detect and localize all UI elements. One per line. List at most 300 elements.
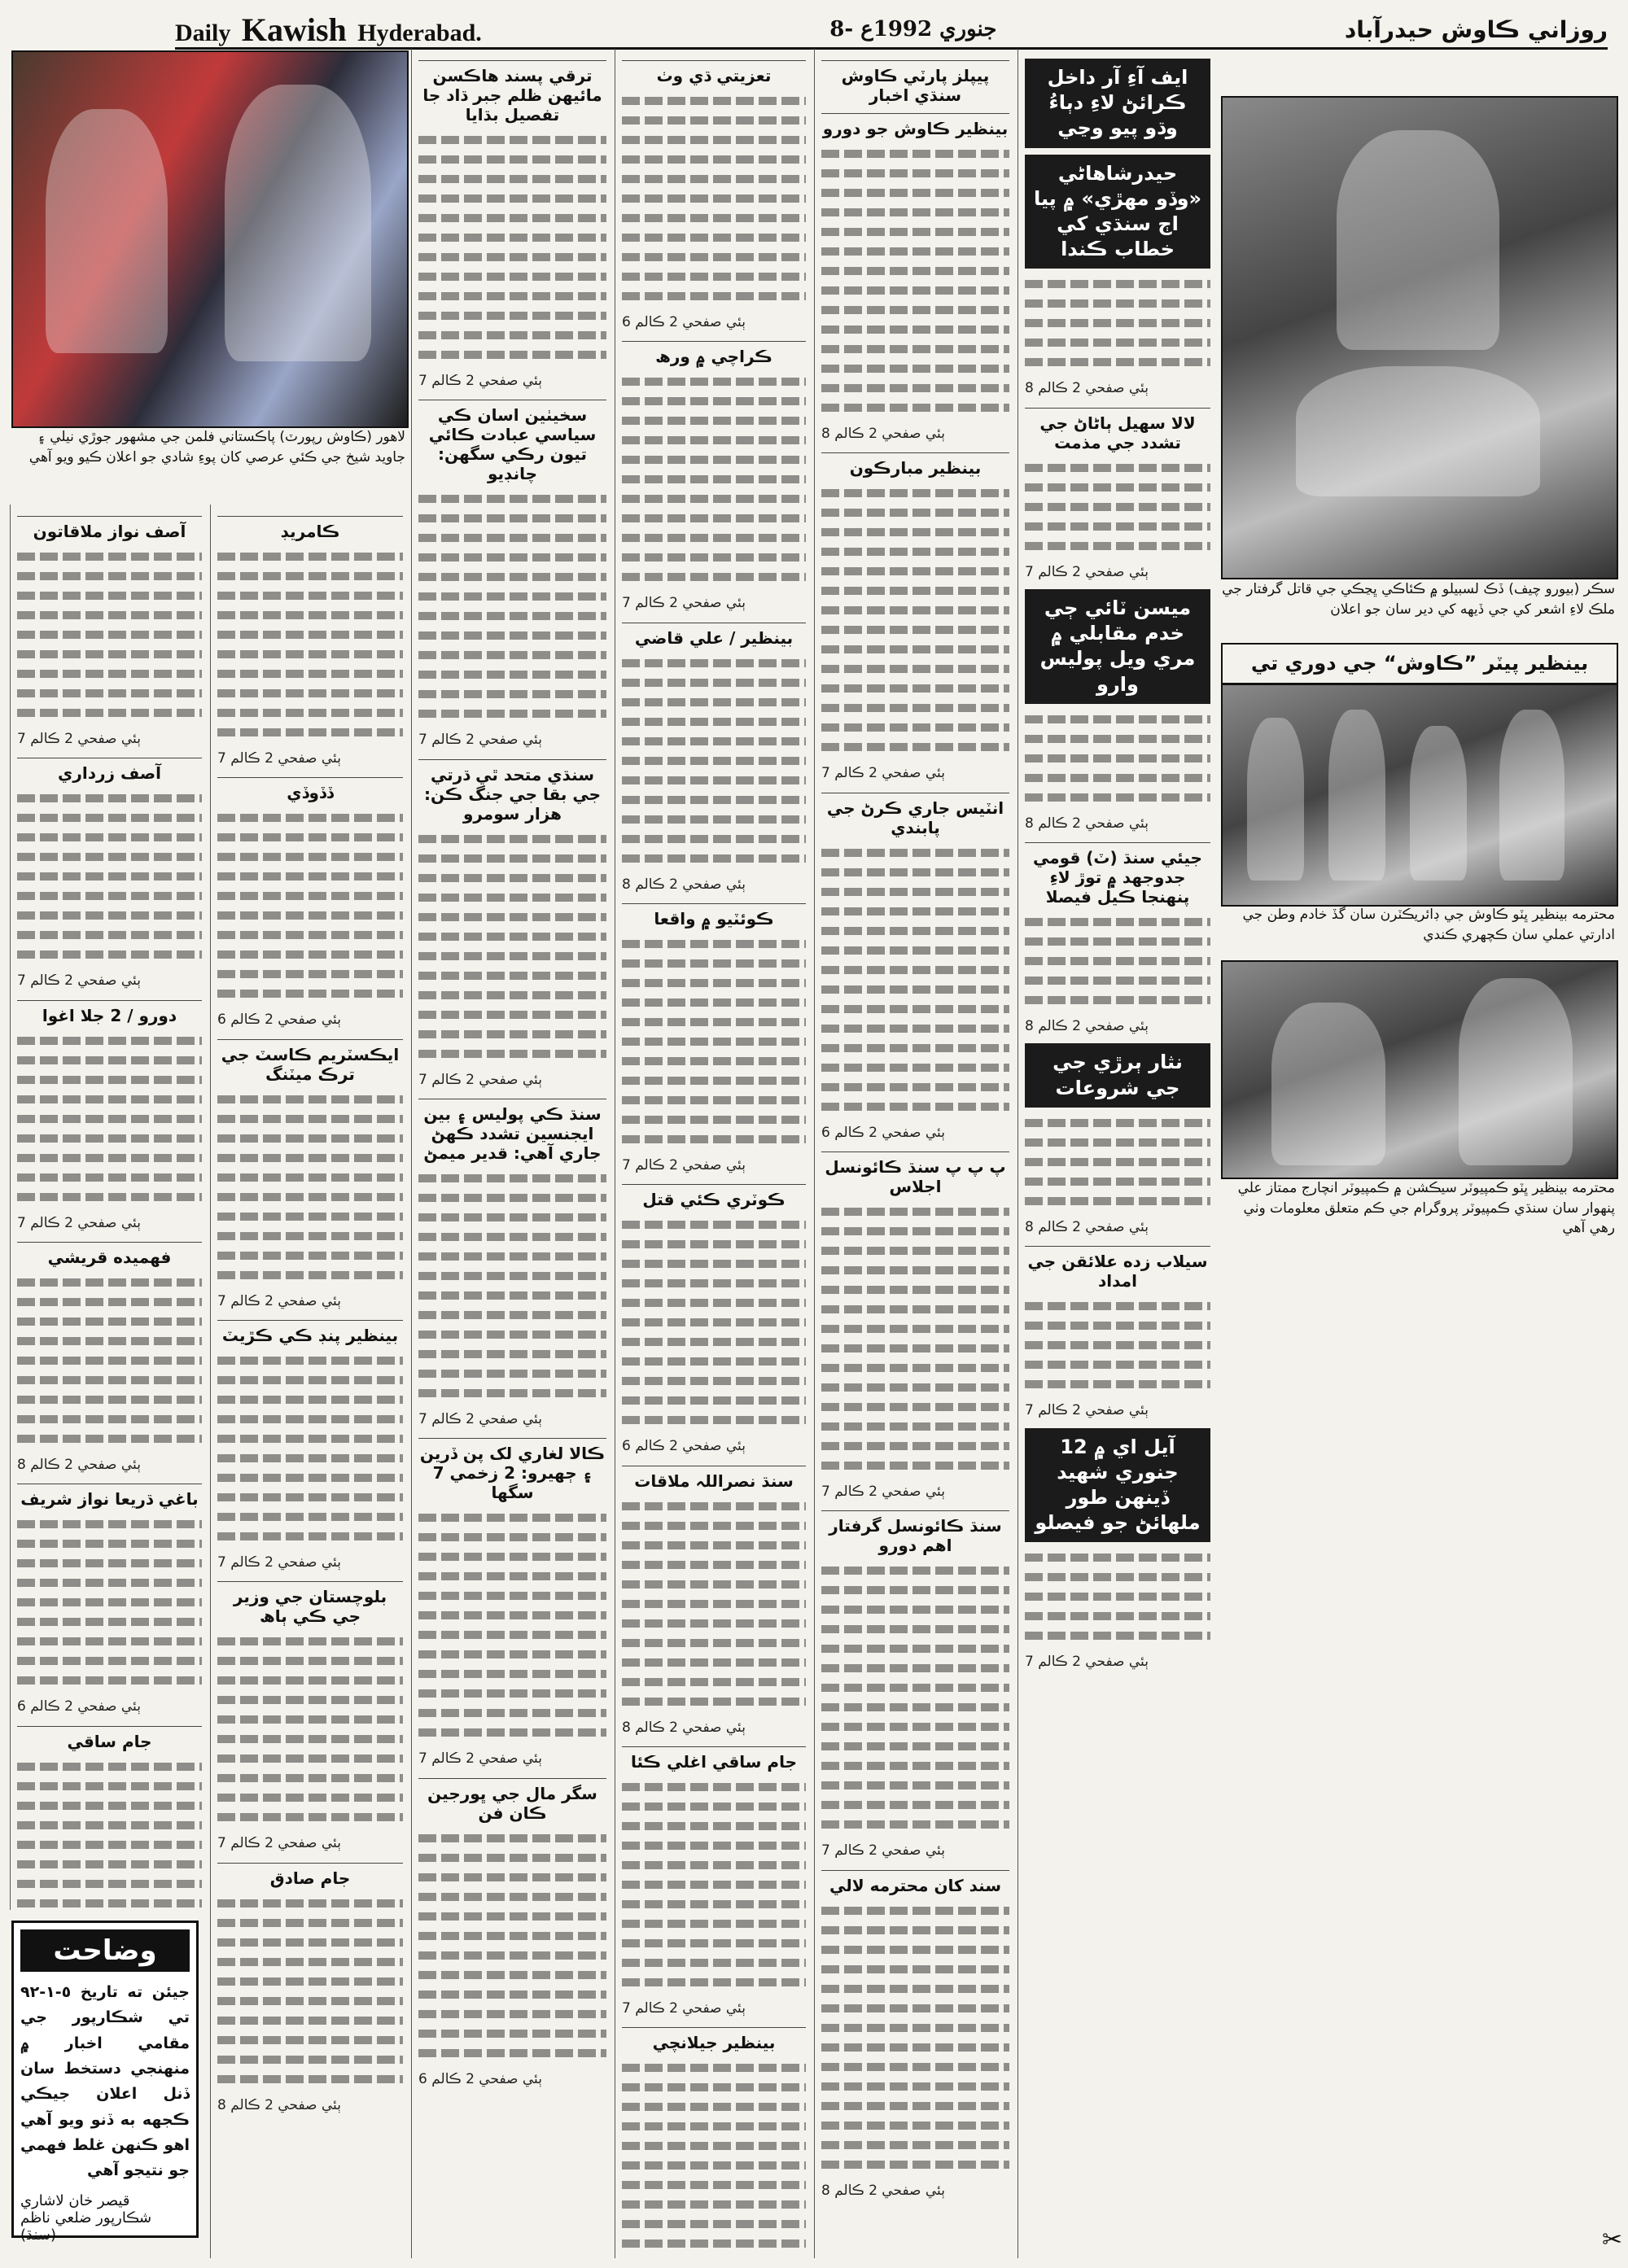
story-text-line (622, 979, 806, 987)
story-text-line (622, 1678, 806, 1686)
story-continuation: ٻئي صفحي 2 ڪالم 6 (217, 1012, 341, 1029)
story-text-line (17, 794, 202, 802)
story-continuation: ٻئي صفحي 2 ڪالم 7 (1025, 1654, 1149, 1671)
story-text-line (418, 1912, 606, 1921)
photo-figure-woman (46, 109, 168, 353)
photo-figure-1 (1247, 718, 1304, 881)
story-text-line (622, 456, 806, 464)
story-text-line (418, 991, 606, 999)
story-text-line (217, 2017, 403, 2025)
story-text-line (622, 999, 806, 1007)
story-continuation: ٻئي صفحي 2 ڪالم 8 (17, 1457, 141, 1474)
story-text-line (1025, 918, 1210, 926)
story-headline: انٽيس جاري ڪرڻ جي پابندي (821, 793, 1009, 837)
masthead-city: Hyderabad. (357, 19, 482, 46)
story-text-line (821, 587, 1009, 595)
story-text-line (418, 1011, 606, 1019)
story-headline: ايڪسٽريم ڪاسٽ جي ترڪ ميٽنگ (217, 1039, 403, 1084)
story-text-line (622, 1377, 806, 1385)
story-text-line (622, 1619, 806, 1628)
story-continuation: ٻئي صفحي 2 ڪالم 8 (821, 426, 945, 442)
story-text-line (217, 1376, 403, 1384)
story-text-line (418, 234, 606, 242)
story-text-line (418, 1194, 606, 1202)
story-text-line (821, 1247, 1009, 1255)
story-text-line (217, 1357, 403, 1365)
story-text-line (17, 1540, 202, 1548)
story-text-line (418, 1572, 606, 1580)
story-text-line (821, 1567, 1009, 1575)
story-text-line (1025, 1302, 1210, 1310)
story-text-line (821, 2043, 1009, 2052)
story-text-line (1025, 1197, 1210, 1205)
story-text-line (821, 665, 1009, 673)
story-text-line (217, 931, 403, 939)
story-text-line (821, 1762, 1009, 1770)
story-continuation: ٻئي صفحي 2 ڪالم 7 (217, 1835, 341, 1852)
masthead-daily: Daily (175, 19, 231, 46)
story-continuation: ٻئي صفحي 2 ڪالم 7 (418, 373, 542, 389)
story-text-line (1025, 1612, 1210, 1620)
story-continuation: ٻئي صفحي 2 ڪالم 7 (217, 750, 341, 767)
story-text-line (217, 950, 403, 959)
story-text-line (622, 1698, 806, 1706)
story-text-line (217, 1252, 403, 1260)
photo-computer-caption: محترمه بينظير ڀٽو ڪمپيوٽر سيڪشن ۾ ڪمپيوٽر انچارج ممتاز علي پنھوار سان سنڌي ڪمپيوٽر پروگرام جي ڪم متعلق معلومات وٺي رهي آهي (1237, 1180, 1615, 1237)
story-text-line (1025, 483, 1210, 492)
masthead-date: 8- جنوري 1992ع (829, 17, 997, 42)
story-text-line (821, 345, 1009, 353)
story-text-line (217, 2036, 403, 2044)
story-continuation: ٻئي صفحي 2 ڪالم 6 (622, 314, 746, 330)
story-text-line (17, 1173, 202, 1182)
story-text-line (217, 689, 403, 697)
story-text-line (622, 1502, 806, 1510)
story-text-line (17, 1415, 202, 1423)
story-text-line (17, 1559, 202, 1567)
story-headline: لالا سھيل ٻاڻاڻ جي تشدد جي مذمت (1025, 408, 1210, 452)
story-text-line (1025, 1573, 1210, 1581)
story-continuation: ٻئي صفحي 2 ڪالم 7 (622, 2000, 746, 2017)
story-headline: جام ساقي (17, 1726, 202, 1751)
story-text-line (622, 1861, 806, 1869)
story-text-line (622, 534, 806, 542)
story-text-line (17, 1880, 202, 1888)
story-headline: سخيٺين اسان ڪي سياسي عبادت ڪائي تيون رڪي سگهن: چانڊيو (418, 400, 606, 483)
story-text-line (1025, 754, 1210, 763)
story-text-line (17, 1637, 202, 1645)
story-text-line (217, 1213, 403, 1221)
story-headline: سنڌي متحد ٿي ڌرتي جي بقا جي جنگ ڪن: هزار سومرو (418, 759, 606, 824)
story-text-line (622, 2240, 806, 2248)
story-text-line (17, 814, 202, 822)
story-text-line (821, 1305, 1009, 1313)
story-text-line (217, 990, 403, 998)
story-text-line (622, 1338, 806, 1346)
story-text-line (418, 514, 606, 522)
story-text-line (622, 1396, 806, 1405)
story-text-line (622, 1803, 806, 1811)
story-text-line (217, 670, 403, 678)
story-continuation: ٻئي صفحي 2 ڪالم 7 (622, 595, 746, 612)
story-text-line (821, 946, 1009, 955)
story-text-line (821, 1462, 1009, 1470)
story-continuation: ٻئي صفحي 2 ڪالم 7 (1025, 1402, 1149, 1419)
story-text-line (622, 1221, 806, 1229)
story-headline: آصف زرداري (17, 758, 202, 783)
story-text-line (622, 1038, 806, 1046)
story-headline: آيل اي ۾ 12 جنوري شھيد ڏينھن طور ملهائڻ جو فيصلو (1025, 1428, 1210, 1543)
story-text-line (821, 1965, 1009, 1973)
story-text-line (418, 1834, 606, 1842)
story-text-line (217, 1899, 403, 1907)
column-2 (814, 49, 1016, 2258)
story-text-line (217, 2056, 403, 2064)
story-text-line (821, 1227, 1009, 1235)
column-3 (615, 49, 812, 2258)
story-text-line (1025, 996, 1210, 1004)
story-text-line (821, 1907, 1009, 1915)
photo-top-right (1221, 96, 1618, 579)
photo-figure-person (1337, 130, 1499, 350)
story-text-line (217, 1958, 403, 1966)
story-text-line (418, 690, 606, 698)
story-text-line (217, 1193, 403, 1201)
story-text-line (1025, 503, 1210, 511)
story-text-line (217, 1232, 403, 1240)
story-headline: تعزيتي ڌي وٺ (622, 60, 806, 85)
story-text-line (821, 1781, 1009, 1789)
story-text-line (821, 1926, 1009, 1934)
story-text-line (821, 1286, 1009, 1294)
story-text-line (821, 1801, 1009, 1809)
story-text-line (622, 1057, 806, 1065)
story-text-line (821, 1422, 1009, 1431)
masthead-kawish: Kawish (241, 11, 347, 48)
story-text-line (821, 1606, 1009, 1614)
story-text-line (1025, 793, 1210, 802)
story-text-line (622, 659, 806, 667)
story-headline: باغي ڌريعا نواز شريف (17, 1484, 202, 1509)
story-text-line (217, 1997, 403, 2005)
story-text-line (821, 1586, 1009, 1594)
column-5 (210, 505, 409, 2258)
story-text-line (17, 872, 202, 881)
story-text-line (17, 1435, 202, 1443)
story-text-line (1025, 464, 1210, 472)
story-text-line (821, 1083, 1009, 1091)
story-text-line (217, 2075, 403, 2083)
story-text-line (821, 966, 1009, 974)
story-text-line (622, 1541, 806, 1549)
column-4 (411, 49, 613, 2258)
story-text-line (418, 710, 606, 718)
story-text-line (217, 631, 403, 639)
story-text-line (622, 1018, 806, 1026)
story-headline: بينظير پنڊ ڪي ڪڙيٽ (217, 1320, 403, 1345)
story-text-line (217, 1154, 403, 1162)
story-text-line (418, 1932, 606, 1940)
story-text-line (418, 1631, 606, 1639)
story-text-line (418, 273, 606, 281)
story-text-line (821, 606, 1009, 614)
story-text-line (1025, 1158, 1210, 1166)
story-text-line (217, 1938, 403, 1947)
story-text-line (622, 2142, 806, 2150)
story-text-line (821, 1208, 1009, 1216)
clarification-body: جيئن ته تاريخ ٥-١-٩٢ تي شڪارپور جي مقامي اخبار ۾ منهنجي دستخط سان ڏنل اعلان جيڪي ڪجهه به ڏنو ويو آهي اهو ڪنهن غلط فهمي جو نتيجو آهي (20, 1983, 190, 2180)
story-continuation: ٻئي صفحي 2 ڪالم 7 (622, 1157, 746, 1174)
photo-figure-2 (1328, 710, 1385, 881)
story-text-line (622, 253, 806, 261)
story-text-line (622, 2122, 806, 2130)
story-headline: بينظير / علي قاضي (622, 623, 806, 648)
story-text-line (622, 2200, 806, 2209)
story-text-line (217, 572, 403, 580)
story-text-line (418, 1728, 606, 1737)
story-text-line (418, 194, 606, 203)
story-text-line (217, 650, 403, 658)
story-text-line (17, 592, 202, 600)
story-text-line (622, 514, 806, 522)
story-text-line (821, 548, 1009, 556)
story-text-line (418, 155, 606, 164)
story-text-line (217, 1813, 403, 1821)
story-text-line (17, 1657, 202, 1665)
story-text-line (17, 1396, 202, 1404)
story-text-line (622, 1783, 806, 1791)
story-text-line (17, 1095, 202, 1103)
story-text-line (17, 670, 202, 678)
story-continuation: ٻئي صفحي 2 ڪالم 7 (821, 1842, 945, 1859)
story-text-line (622, 273, 806, 281)
story-text-line (17, 650, 202, 658)
story-text-line (17, 572, 202, 580)
story-text-line (418, 1291, 606, 1300)
story-text-line (17, 709, 202, 717)
story-text-line (821, 684, 1009, 693)
story-text-line (418, 292, 606, 300)
story-text-line (418, 651, 606, 659)
story-text-line (821, 1684, 1009, 1692)
story-text-line (17, 1579, 202, 1587)
story-text-line (418, 2010, 606, 2018)
story-text-line (622, 1939, 806, 1947)
story-text-line (217, 1774, 403, 1782)
story-text-line (622, 175, 806, 183)
story-continuation: ٻئي صفحي 2 ڪالم 7 (17, 731, 141, 747)
story-text-line (217, 1435, 403, 1443)
story-text-line (1025, 339, 1210, 347)
story-text-line (418, 1050, 606, 1058)
story-continuation: ٻئي صفحي 2 ڪالم 7 (17, 1214, 141, 1231)
story-text-line (1025, 937, 1210, 946)
story-text-line (418, 1873, 606, 1881)
story-text-line (622, 1561, 806, 1569)
masthead (175, 11, 1608, 50)
story-text-line (821, 907, 1009, 916)
story-text-line (821, 2024, 1009, 2032)
story-text-line (418, 495, 606, 503)
story-text-line (821, 2102, 1009, 2110)
story-text-line (1025, 319, 1210, 327)
story-text-line (1025, 1341, 1210, 1349)
story-text-line (1025, 735, 1210, 743)
story-text-line (821, 1820, 1009, 1829)
story-text-line (622, 1822, 806, 1830)
photo-top-right-caption: سڪر (بيورو چيف) ڏڪ لسبيلو ۾ ڪئاڪي ڀڃڪي جي قاتل گرفتار جي ملڪ لاءِ اشعر کي جي ڏيهه کي دير سان جو اعلان (1222, 581, 1615, 618)
story-text-line (622, 436, 806, 444)
story-text-line (217, 1637, 403, 1645)
story-text-line (217, 728, 403, 736)
story-text-line (622, 378, 806, 386)
story-text-line (821, 489, 1009, 497)
story-text-line (821, 169, 1009, 177)
story-text-line (622, 1116, 806, 1124)
story-text-line (418, 1991, 606, 1999)
story-text-line (821, 247, 1009, 256)
story-headline: سنڌ نصراللہ ملاقات (622, 1466, 806, 1491)
story-continuation: ٻئي صفحي 2 ڪالم 8 (622, 876, 746, 893)
story-text-line (821, 1364, 1009, 1372)
story-text-line (217, 1454, 403, 1462)
story-text-line (821, 326, 1009, 334)
story-text-line (821, 985, 1009, 994)
story-text-line (418, 952, 606, 960)
story-continuation: ٻئي صفحي 2 ڪالم 8 (217, 2096, 341, 2113)
story-headline: ڪوئٽيو ۾ واقعا (622, 903, 806, 929)
story-text-line (1025, 1554, 1210, 1562)
story-text-line (418, 1854, 606, 1862)
clarification-title: وضاحت (20, 1929, 190, 1972)
story-text-line (622, 1240, 806, 1248)
story-text-line (821, 888, 1009, 896)
story-continuation: ٻئي صفحي 2 ڪالم 7 (418, 732, 542, 749)
story-text-line (418, 1350, 606, 1358)
story-text-line (622, 1842, 806, 1850)
story-text-line (622, 234, 806, 242)
story-text-line (821, 567, 1009, 575)
story-text-line (821, 1645, 1009, 1653)
story-text-line (17, 1821, 202, 1829)
story-text-line (821, 2004, 1009, 2012)
story-text-line (821, 1103, 1009, 1111)
story-text-line (622, 1959, 806, 1967)
story-text-line (821, 1025, 1009, 1033)
story-continuation: ٻئي صفحي 2 ڪالم 8 (1025, 815, 1149, 832)
story-text-line (418, 2030, 606, 2038)
story-text-line (17, 1076, 202, 1084)
story-continuation: ٻئي صفحي 2 ڪالم 6 (418, 2070, 542, 2087)
story-text-line (217, 1676, 403, 1685)
story-text-line (217, 1415, 403, 1423)
story-text-line (821, 1064, 1009, 1072)
story-text-line (821, 1625, 1009, 1633)
story-text-line (1025, 1178, 1210, 1186)
story-text-line (1025, 715, 1210, 723)
story-text-line (821, 2161, 1009, 2169)
story-text-line (17, 1056, 202, 1064)
story-text-line (821, 267, 1009, 275)
story-headline: ڏڏوڏي (217, 777, 403, 802)
story-text-line (821, 509, 1009, 517)
story-text-line (821, 1664, 1009, 1672)
story-text-line (821, 2141, 1009, 2149)
story-headline: بينظير مبارڪون (821, 452, 1009, 478)
story-continuation: ٻئي صفحي 2 ڪالم 7 (1025, 563, 1149, 580)
story-text-line (418, 874, 606, 882)
story-text-line (217, 1493, 403, 1501)
story-text-line (821, 1742, 1009, 1750)
photo-film-caption: لاهور (ڪاوش رپورٽ) پاڪستاني فلمن جي مشهور جوڙي نيلي ۽ جاويد شيخ جي ڪئي عرصي کان پوءِ شادي جو اعلان ڪيو ويو آهي (28, 429, 405, 465)
story-headline: جيئي سنڌ (ٽ) قومي جدوجھد ۾ توڙ لاءِ پنھنجا ڪيل فيصلا (1025, 842, 1210, 907)
column-2-header: پيپلز پارٽي ڪاوش سنڌي اخبار (821, 60, 1009, 105)
story-text-line (622, 757, 806, 765)
story-text-line (17, 1676, 202, 1685)
story-text-line (622, 835, 806, 843)
story-text-line (217, 592, 403, 600)
story-text-line (622, 2064, 806, 2072)
story-text-line (217, 1173, 403, 1182)
story-text-line (622, 1260, 806, 1268)
story-text-line (622, 573, 806, 581)
story-text-line (217, 709, 403, 717)
story-headline: بلوچستان جي وزير جي ڪي ٻاھ (217, 1581, 403, 1626)
story-text-line (821, 1005, 1009, 1013)
story-text-line (1025, 542, 1210, 550)
story-text-line (622, 495, 806, 503)
story-text-line (217, 911, 403, 920)
story-text-line (821, 150, 1009, 158)
story-text-line (821, 1442, 1009, 1450)
story-text-line (217, 853, 403, 861)
story-text-line (622, 698, 806, 706)
story-text-line (217, 1474, 403, 1482)
clarification-signature: قيصر خان لاشاري شڪارپور ضلعي ناظم (سنڌ) (20, 2192, 152, 2244)
story-text-line (418, 1971, 606, 1979)
story-text-line (1025, 957, 1210, 965)
story-text-line (418, 933, 606, 941)
story-text-line (622, 155, 806, 164)
story-headline: بينظير جيلانچي (622, 2027, 806, 2052)
story-text-line (217, 553, 403, 561)
photo-figure-man (225, 85, 371, 361)
story-text-line (1025, 1119, 1210, 1127)
story-text-line (418, 2049, 606, 2057)
story-text-line (17, 631, 202, 639)
story-text-line (418, 1951, 606, 1960)
story-text-line (1025, 977, 1210, 985)
story-text-line (622, 1978, 806, 1986)
story-text-line (821, 1703, 1009, 1711)
story-text-line (821, 1403, 1009, 1411)
story-text-line (622, 2220, 806, 2228)
story-continuation: ٻئي صفحي 2 ڪالم 6 (622, 1438, 746, 1455)
story-text-line (17, 1337, 202, 1345)
story-text-line (17, 833, 202, 841)
story-text-line (17, 853, 202, 861)
story-text-line (418, 592, 606, 601)
story-text-line (821, 723, 1009, 732)
story-text-line (418, 1331, 606, 1339)
story-text-line (622, 815, 806, 824)
story-text-line (821, 384, 1009, 392)
story-text-line (622, 194, 806, 203)
column-1 (1017, 49, 1217, 2258)
story-text-line (821, 228, 1009, 236)
story-text-line (1025, 299, 1210, 308)
story-text-line (622, 475, 806, 483)
